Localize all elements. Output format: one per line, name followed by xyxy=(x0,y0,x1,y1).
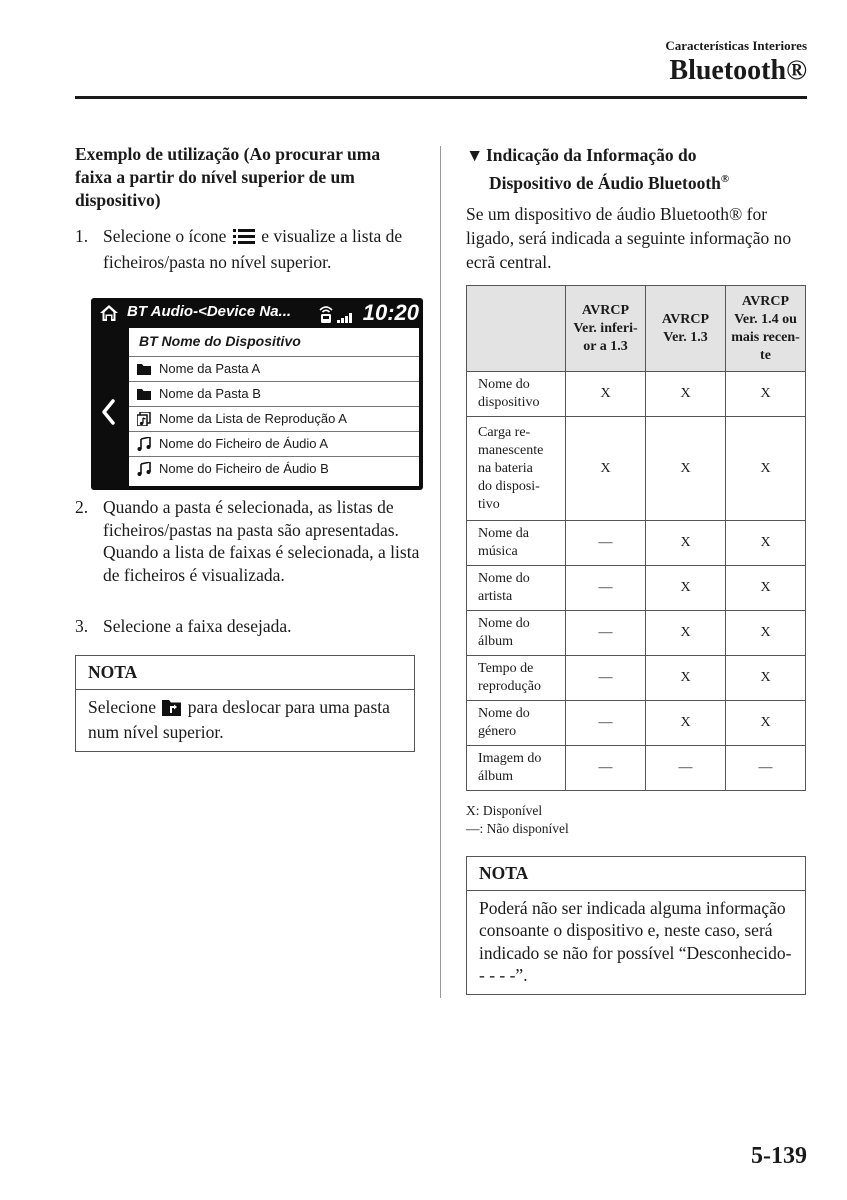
page-number: 5-139 xyxy=(751,1143,807,1169)
cell-value: X xyxy=(566,417,646,521)
cell-value: X xyxy=(726,656,806,701)
cell-value: — xyxy=(726,746,806,791)
clock: 10:20 xyxy=(362,300,419,325)
section-title: Características Interiores xyxy=(665,38,807,53)
row-label: Nome da música xyxy=(467,521,566,566)
row-label: Carga re- manescente na bateria do disposi- tivo xyxy=(467,417,566,521)
cell-value: X xyxy=(646,521,726,566)
cell-value: X xyxy=(726,611,806,656)
cell-value: — xyxy=(566,611,646,656)
step-2 xyxy=(75,496,420,586)
cell-value: X xyxy=(646,701,726,746)
row-label: Imagem do álbum xyxy=(467,746,566,791)
note-text: para deslocar para uma pasta num nível superior. xyxy=(88,696,390,742)
step-number: 1. xyxy=(75,226,89,246)
table-row xyxy=(467,656,806,701)
table-row xyxy=(467,611,806,656)
list-item-label: Nome da Pasta A xyxy=(159,361,261,376)
home-icon[interactable] xyxy=(99,304,119,327)
cell-value: X xyxy=(726,521,806,566)
device-connected-icon xyxy=(317,304,335,329)
header-rule xyxy=(75,96,807,99)
registered-mark: ® xyxy=(720,173,730,185)
cell-value: — xyxy=(646,746,726,791)
example-heading: Exemplo de utilização (Ao procurar uma faixa a partir do nível superior de um dispositivo) xyxy=(75,144,381,210)
heading-line: Indicação da Informação do xyxy=(486,145,697,165)
list-item[interactable] xyxy=(129,382,419,407)
signal-strength-icon xyxy=(337,310,355,328)
page-title: Bluetooth® xyxy=(669,55,807,86)
compat-table xyxy=(466,285,806,791)
list-item[interactable] xyxy=(129,457,419,481)
table-legend xyxy=(466,802,569,838)
column-divider xyxy=(440,146,441,998)
cell-value: X xyxy=(726,417,806,521)
cell-value: X xyxy=(726,372,806,417)
list-item[interactable] xyxy=(129,407,419,432)
compat-table-wrapper xyxy=(466,285,806,791)
step-text-2: Quando a lista de faixas é selecionada, a lista de ficheiros é visualizada. xyxy=(103,542,420,585)
list-item-label: Nome da Lista de Reprodução A xyxy=(159,411,347,426)
cell-value: X xyxy=(726,701,806,746)
back-chevron-icon[interactable] xyxy=(100,398,116,431)
row-label: Tempo de reprodução xyxy=(467,656,566,701)
triangle-bullet-icon: ▼ xyxy=(466,145,484,165)
note-heading: NOTA xyxy=(76,656,414,690)
table-header-row xyxy=(467,286,806,372)
browse-list xyxy=(129,328,419,486)
row-label: Nome do dispositivo xyxy=(467,372,566,417)
list-item-label: Nome da Pasta B xyxy=(159,386,261,401)
note-heading: NOTA xyxy=(467,857,805,891)
step-text: Quando a pasta é selecionada, as listas de ficheiros/pastas na pasta são apresentadas. xyxy=(103,497,399,540)
cell-value: — xyxy=(566,746,646,791)
list-item-label: Nome do Ficheiro de Áudio B xyxy=(159,461,329,476)
cell-value: X xyxy=(646,656,726,701)
folder-icon xyxy=(137,387,151,405)
cell-value: — xyxy=(566,566,646,611)
cell-value: X xyxy=(646,611,726,656)
column-header: AVRCP Ver. 1.3 xyxy=(646,286,726,372)
cell-value: X xyxy=(646,372,726,417)
cell-value: X xyxy=(726,566,806,611)
table-row xyxy=(467,372,806,417)
step-text: e visualize a lista de ficheiros/pasta no nível superior. xyxy=(103,226,403,272)
list-item-label: Nome do Ficheiro de Áudio A xyxy=(159,436,329,451)
device-name-row[interactable] xyxy=(129,328,419,357)
cell-value: X xyxy=(646,417,726,521)
legend-unavailable: —: Não disponível xyxy=(466,821,569,836)
cell-value: — xyxy=(566,701,646,746)
header-empty xyxy=(467,286,566,372)
step-text: Selecione o ícone xyxy=(103,226,231,246)
table-row xyxy=(467,746,806,791)
music-note-icon xyxy=(137,437,151,456)
step-number: 2. xyxy=(75,497,89,517)
playlist-icon xyxy=(137,412,151,431)
row-label: Nome do género xyxy=(467,701,566,746)
section-heading xyxy=(466,143,811,195)
screen-status-bar xyxy=(91,298,423,328)
note-text: Selecione xyxy=(88,696,161,717)
step-text: Selecione a faixa desejada. xyxy=(103,616,292,636)
screen-title: BT Audio-<Device Na... xyxy=(127,303,292,320)
note-box xyxy=(466,856,806,995)
table-row xyxy=(467,521,806,566)
note-box xyxy=(75,655,415,752)
table-row xyxy=(467,566,806,611)
list-item[interactable] xyxy=(129,357,419,382)
legend-available: X: Disponível xyxy=(466,803,543,818)
intro-paragraph: Se um dispositivo de áudio Bluetooth® for ligado, será indicada a seguinte informação no ecrã central. xyxy=(466,204,792,272)
step-3 xyxy=(75,615,420,638)
table-row xyxy=(467,417,806,521)
audio-screen xyxy=(91,298,423,490)
note-text: Poderá não ser indicada alguma informação consoante o dispositivo e, neste caso, será indicado se não for possível “Desconhecido- - - - -”. xyxy=(479,897,792,985)
step-number: 3. xyxy=(75,616,89,636)
cell-value: X xyxy=(566,372,646,417)
device-name: BT Nome do Dispositivo xyxy=(139,333,301,349)
cell-value: X xyxy=(646,566,726,611)
folder-up-icon xyxy=(162,699,181,722)
music-note-icon xyxy=(137,462,151,481)
cell-value: — xyxy=(566,521,646,566)
column-header: AVRCP Ver. inferi- or a 1.3 xyxy=(566,286,646,372)
row-label: Nome do álbum xyxy=(467,611,566,656)
table-row xyxy=(467,701,806,746)
row-label: Nome do artista xyxy=(467,566,566,611)
cell-value: — xyxy=(566,656,646,701)
heading-line: Dispositivo de Áudio Bluetooth xyxy=(489,172,721,193)
list-item[interactable] xyxy=(129,432,419,457)
step-1 xyxy=(75,225,420,273)
folder-icon xyxy=(137,362,151,380)
list-icon xyxy=(233,228,255,251)
column-header: AVRCP Ver. 1.4 ou mais recen- te xyxy=(726,286,806,372)
